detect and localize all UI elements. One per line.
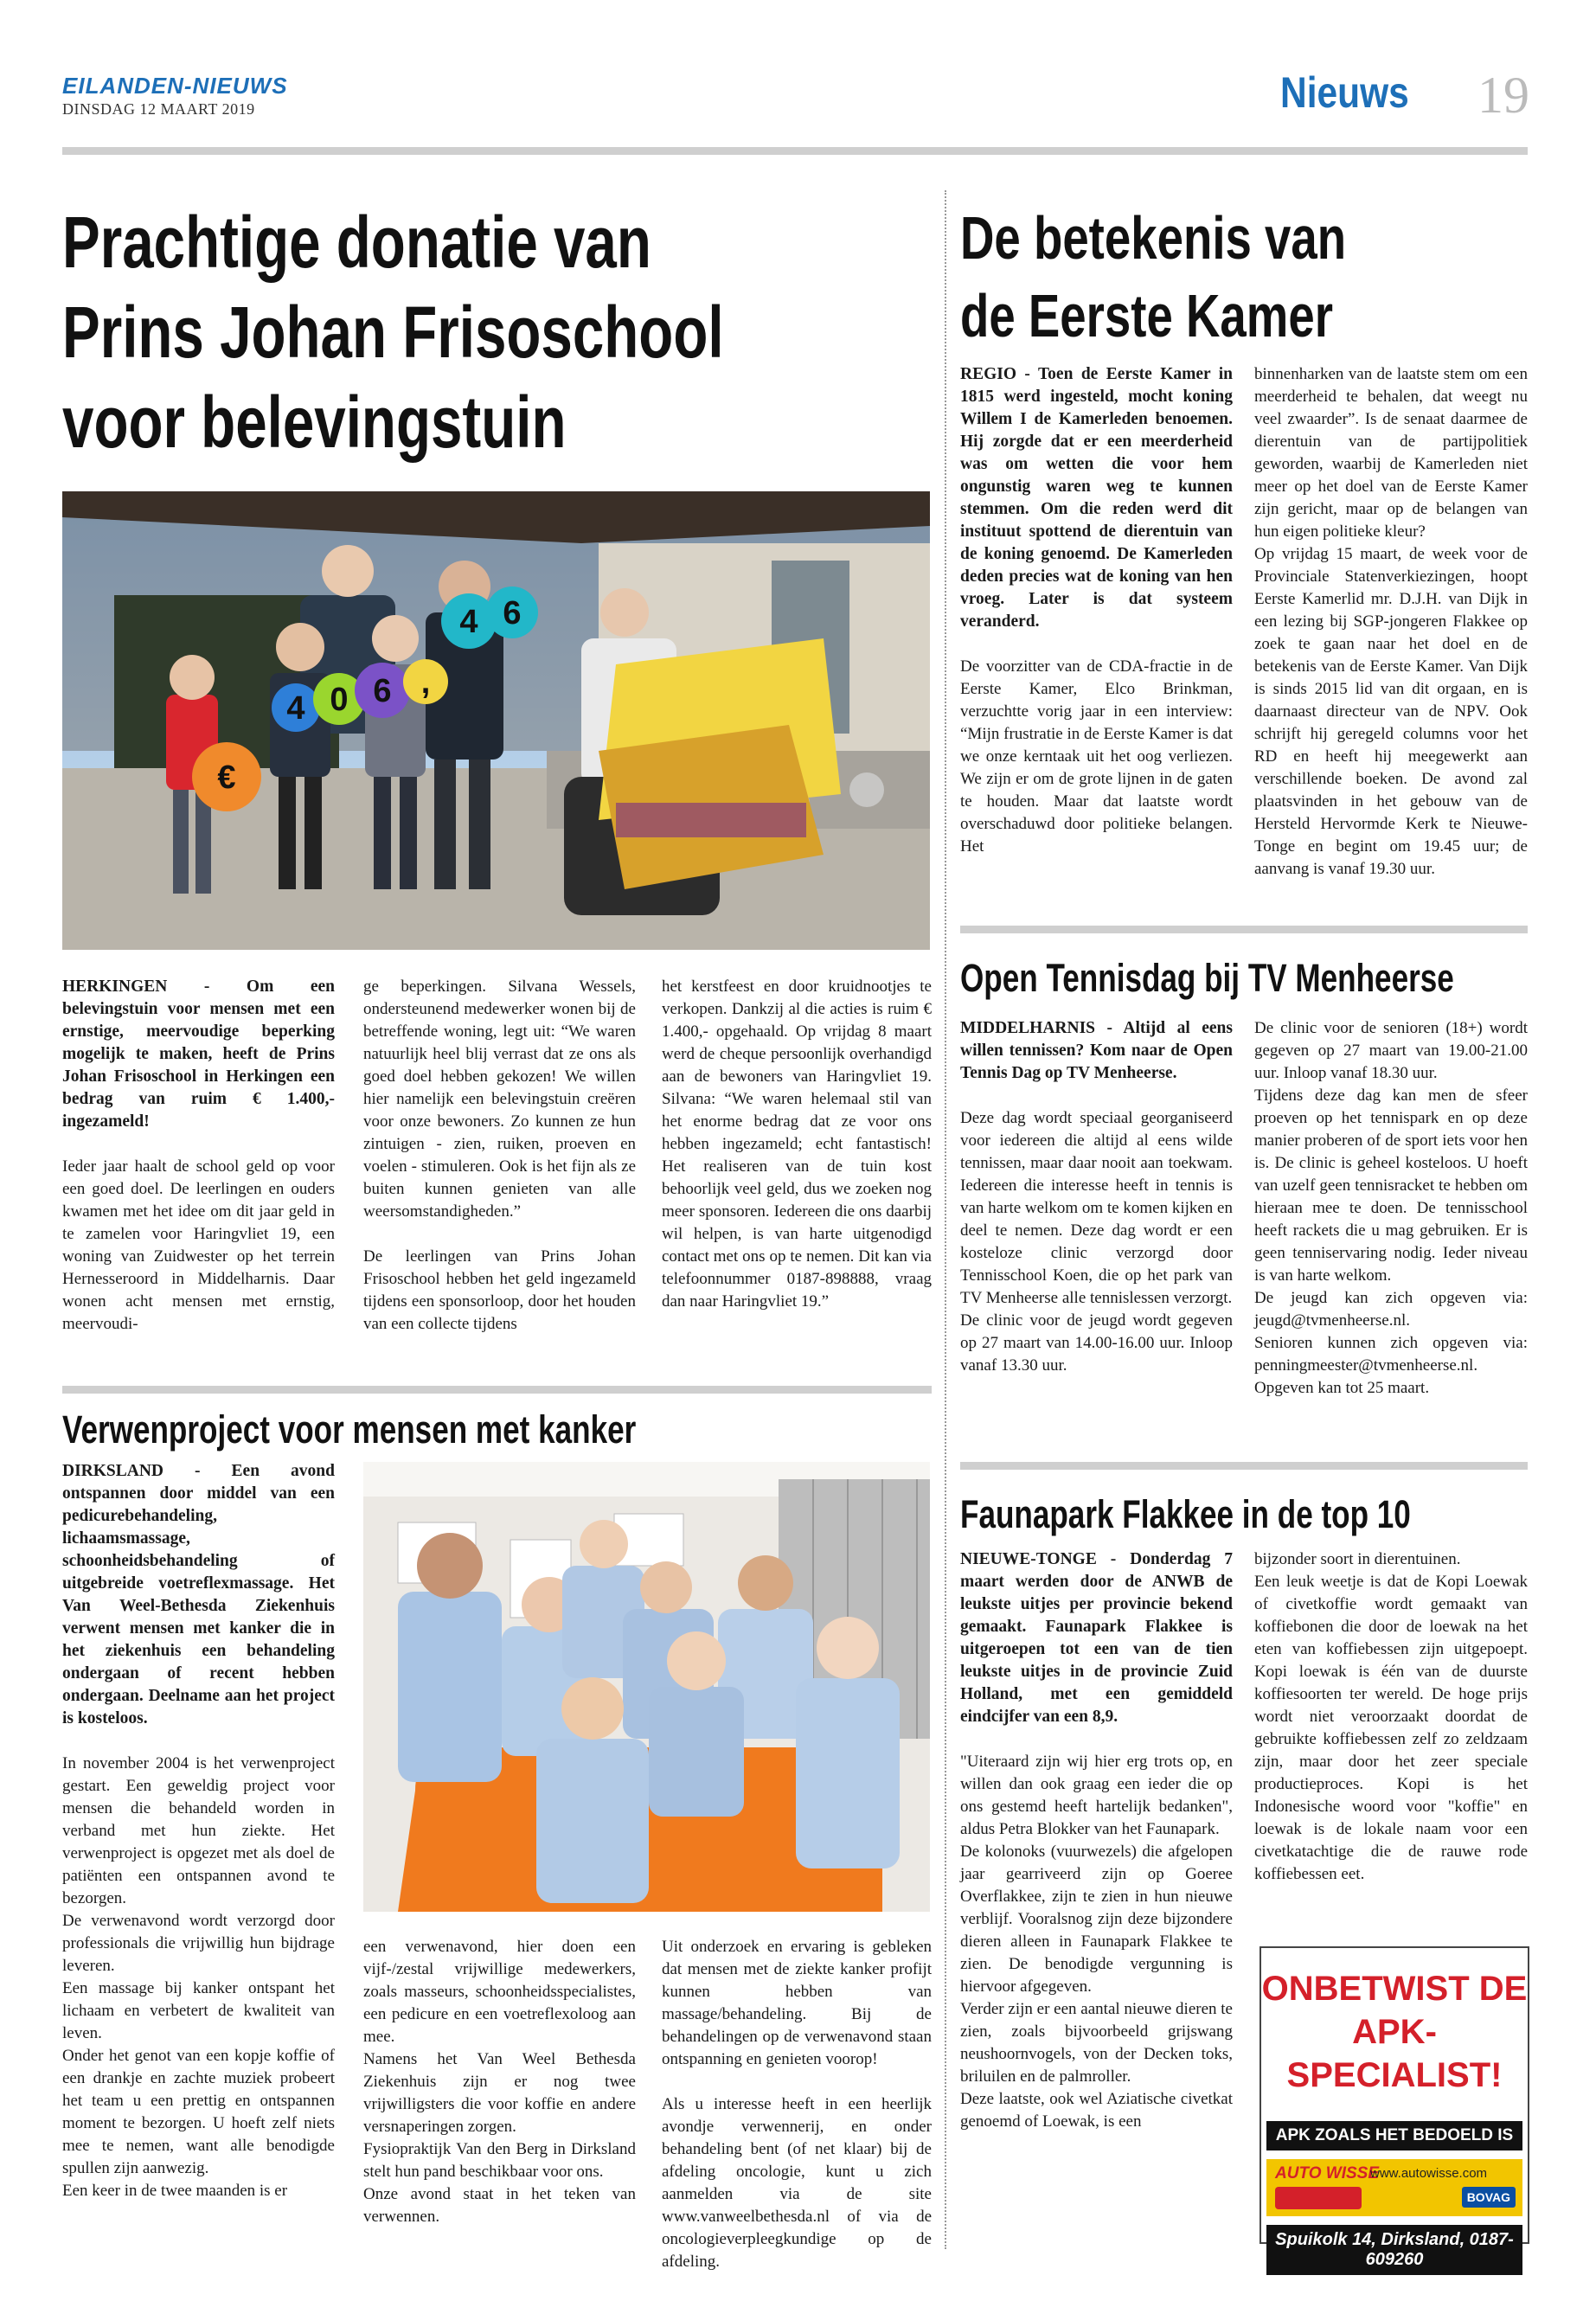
svg-text:€: € bbox=[217, 760, 236, 796]
ad-headline: ONBETWIST DE APK-SPECIALIST! bbox=[1261, 1970, 1528, 2094]
car-icon bbox=[1275, 2187, 1362, 2209]
ad-brand: AUTO WISSE bbox=[1275, 2164, 1379, 2182]
article1-col2: ge beperkingen. Silvana Wessels, ondersteunend medewerker wonen bij de betreffende woning, legt uit: “We waren natuurlijk heel blij verrast dat ze ons als goed doel hebben gekozen! We willen hier namelijk een belevingstuin creëren voor onze bewoners. Zo kunnen ze hun zintuigen - zien, ruiken, proeven en voelen - stimuleren. Ook is het fijn als ze buiten kunnen genieten van alle weersomstandigheden.” De leerlingen van Prins Johan Frisoschool hebben het geld ingezameld tijdens een sponsorloop, door het houden van een collecte tijdens bbox=[363, 977, 636, 1333]
page-number: 19 bbox=[1477, 67, 1529, 124]
svg-text:4: 4 bbox=[459, 604, 478, 640]
ad-logo-strip bbox=[1266, 2159, 1522, 2216]
article1-col1 bbox=[62, 976, 335, 1336]
ad-website[interactable]: www.autowisse.com bbox=[1370, 2166, 1488, 2181]
column-divider bbox=[945, 190, 946, 2249]
svg-text:4: 4 bbox=[286, 690, 305, 727]
article3-col1: REGIO - Toen de Eerste Kamer in 1815 werd ingesteld, mocht koning Willem I de Kamerleden benoemen. Hij zorgde dat er een meerderheid was om wetten die voor hem ongunstig waren weg te kunnen stemmen. Om die reden werd dit instituut spottend de dierentuin van de koning genoemd. De Kamerleden deden precies wat de koning van hen vroeg. Later is dat systeem veranderd. De voorzitter van de CDA-fractie in de Eerste Kamer, Elco Brinkman, verzuchtte vorig jaar in een interview: “Mijn frustratie in de Eerste Kamer is dat we onze kerntaak uit het oog verliezen. We zijn er om de grote lijnen in de gaten te houden. Maar dat laatste wordt overschaduwd door politieke belangen. Het bbox=[960, 365, 1233, 856]
svg-text:6: 6 bbox=[503, 595, 522, 631]
svg-text:6: 6 bbox=[373, 673, 392, 709]
article5-col2: bijzonder soort in dierentuinen. Een leuk weetje is dat de Kopi Loewak of civetkoffie wordt gemaakt van koffiebonen die door de loewak na het eten van koffiebessen zijn uitgepoept. Kopi loewak is één van de duurste koffiesoorten ter wereld. De hoge prijs wordt niet veroorzaakt doordat de gebruikte koffiebessen zelf zo zeldzaam zijn, maar door het zeer speciale productieproces. Kopi is het Indonesische woord voor "koffie" en loewak is de lokale naam voor een civetkatachtige die de rauwe rode koffiebessen eet. bbox=[1254, 1550, 1528, 1883]
article3-col2: binnenharken van de laatste stem om een meerderheid te behalen, dat weegt nu veel zwaarder”. Is de senaat daarmee de dierentuin van de partijpolitiek geworden, waarbij de Kamerleden niet meer op het doel van de Eerste Kamer zijn gericht, maar op de belangen van hun eigen politieke kleur? Op vrijdag 15 maart, de week voor de Provinciale Statenverkiezingen, hoopt Eerste Kamerlid mr. D.J.H. van Dijk in een lezing bij SGP-jongeren Flakkee op zoek te gaan naar het doel en de betekenis van de Eerste Kamer. Van Dijk is sinds 2015 lid van dit orgaan, en is daarnaast directeur van de NPV. Ook schrijft hij geregeld columns voor het RD en heeft hij meegewerkt aan verschillende boeken. De avond zal plaatsvinden in het gebouw van de Hersteld Hervormde Kerk te Nieuwe-Tonge en begint om 19.45 uur; de aanvang is vanaf 19.30 uur. bbox=[1254, 365, 1528, 878]
section-title: Nieuws bbox=[1280, 68, 1409, 117]
article1-col3: het kerstfeest en door kruidnootjes te verkopen. Dankzij al die acties is ruim € 1.400,- opgehaald. Op vrijdag 8 maart werd de cheque persoonlijk overhandigd aan de bewoners van Haringvliet 19. Silvana: “We waren helemaal stil van het enorme bedrag dat ze voor ons hebben ingezameld; echt fantastisch! Het realiseren van de tuin kost behoorlijk veel geld, dus we zoeken nog meer sponsoren. Iedereen die ons daarbij wil helpen, is van harte uitgenodigd contact met ons op te nemen. Dit kan via telefoonnummer 0187-898888, vraag dan naar Haringvliet 19.” bbox=[662, 977, 932, 1311]
article5-headline: Faunapark Flakkee in de top 10 bbox=[960, 1492, 1411, 1536]
bovag-badge: BOVAG bbox=[1462, 2187, 1516, 2208]
article1-lead: HERKINGEN - Om een belevingstuin voor mensen met een ernstige, meervoudige beperking mogelijk te maken, heeft de Prins Johan Frisoschool in Herkingen een bedrag van ruim € 1.400,- ingezameld! bbox=[62, 977, 335, 1131]
article1-body: Ieder jaar haalt de school geld op voor een goed doel. De leerlingen en ouders kwamen met het idee om dit jaar geld in te zamelen voor Haringvliet 19, een woning van Zuidwester op het terrein Hernesseroord in Middelharnis. Daar wonen acht mensen met ernstig, meervoudi- bbox=[62, 1157, 335, 1333]
svg-text:0: 0 bbox=[330, 682, 349, 718]
article2-col2: een verwenavond, hier doen een vijf-/zestal vrijwillige medewerkers, zoals masseurs, schoonheidsspecialistes, een pedicure en een voetreflexoloog aan mee. Namens het Van Weel Bethesda Ziekenhuis zijn er nog twee vrijwilligsters die voor koffie en andere versnaperingen zorgen. Fysiopraktijk Van den Berg in Dirksland stelt hun pand beschikbaar voor ons. Onze avond staat in het teken van verwennen. bbox=[363, 1938, 636, 2226]
article2-col3: Uit onderzoek en ervaring is gebleken dat mensen met de ziekte kanker profijt kunnen hebben van massage/behandeling. Bij de behandelingen op de verwenavond staan ontspanning en genieten voorop! Als u interesse heeft in een heerlijk avondje verwennerij, en onder behandeling bent (of net klaar) bij de afdeling oncologie, kunt u zich aanmelden via de site www.vanweelbethesda.nl of via de oncologieverpleegkundige op de afdeling. bbox=[662, 1938, 932, 2271]
article1-headline: Prachtige donatie van Prins Johan Frisoschool voor belevingstuin bbox=[62, 202, 724, 463]
ad-address: Spuikolk 14, Dirksland, 0187-609260 bbox=[1266, 2225, 1522, 2275]
svg-text:,: , bbox=[420, 664, 431, 701]
article2-headline: Verwenproject voor mensen met kanker bbox=[62, 1407, 637, 1452]
article3-headline: De betekenis van de Eerste Kamer bbox=[960, 204, 1347, 349]
article2-photo bbox=[363, 1462, 930, 1912]
article5-col1: NIEUWE-TONGE - Donderdag 7 maart werden door de ANWB de leukste uitjes per provincie bekend gemaakt. Faunapark Flakkee is uitgeroepen tot een van de tien leukste uitjes in de provincie Zuid Holland, met een gemiddeld eindcijfer van een 8,9. "Uiteraard zijn wij hier erg trots op, en willen dan ook graag een ieder die op ons gestemd heeft hartelijk bedanken", aldus Petra Blokker van het Faunapark. De kolonoks (vuurwezels) die afgelopen jaar gearriveerd zijn op Goeree Overflakkee, zijn te zien in hun nieuwe verblijf. Vooralsnog zijn deze bijzondere dieren alleen in Faunapark Flakkee te zien. De benodigde vergunning is hiervoor afgegeven. Verder zijn er een aantal nieuwe dieren te zien, zoals bijvoorbeeld grijswang neushoornvogels, von der Decken toks, briluilen en de palmroller. Deze laatste, ook wel Aziatische civetkat genoemd of Loewak, is een bbox=[960, 1550, 1233, 2131]
article2-rule bbox=[62, 1386, 932, 1394]
masthead: EILANDEN-NIEUWS bbox=[62, 73, 288, 99]
article1-photo bbox=[62, 491, 930, 950]
article4-rule bbox=[960, 926, 1528, 933]
ad-slogan: APK ZOALS HET BEDOELD IS bbox=[1266, 2121, 1522, 2150]
header-rule bbox=[62, 147, 1528, 155]
article4-headline: Open Tennisdag bij TV Menheerse bbox=[960, 956, 1454, 1000]
article4-col1: MIDDELHARNIS - Altijd al eens willen tennissen? Kom naar de Open Tennis Dag op TV Menheerse. Deze dag wordt speciaal georganiseerd voor iedereen die altijd al eens wilde tennissen, maar daar nooit aan toekwam. Iedereen die interesse heeft in tennis is van harte welkom om te komen kijken en deel te nemen. Deze dag wordt er een kosteloze clinic verzorgd door Tennisschool Koen, die op het park van TV Menheerse alle tennislessen verzorgt. De clinic voor de jeugd wordt gegeven op 27 maart van 14.00-16.00 uur. Inloop vanaf 13.30 uur. bbox=[960, 1019, 1233, 1375]
auto-wisse-advert[interactable] bbox=[1259, 1946, 1529, 2269]
article5-rule bbox=[960, 1462, 1528, 1470]
volunteers-photo bbox=[363, 1462, 930, 1912]
school-children-photo bbox=[62, 491, 930, 950]
issue-date: DINSDAG 12 MAART 2019 bbox=[62, 100, 255, 118]
article2-col1: DIRKSLAND - Een avond ontspannen door middel van een pedicurebehandeling, lichaamsmassage, schoonheidsbehandeling of uitgebreide voetreflexmassage. Het Van Weel-Bethesda Ziekenhuis verwent mensen met kanker die in het ziekenhuis een behandeling ondergaan of recent hebben ondergaan. Deelname aan het project is kosteloos. In november 2004 is het verwenproject gestart. Een geweldig project voor mensen die behandeld worden in verband met hun ziekte. Het verwenproject is opgezet met als doel de patiënten een ontspannen avond te bezorgen. De verwenavond wordt verzorgd door professionals die vrijwillig hun bijdrage leveren. Een massage bij kanker ontspant het lichaam en verbetert de kwaliteit van leven. Onder het genot van een kopje koffie of een drankje en zachte muziek probeert het team u een prettig en ontspannen moment te bezorgen. U hoeft zelf niets mee te nemen, want alle benodigde spullen zijn aanwezig. Een keer in de twee maanden is er bbox=[62, 1462, 335, 2200]
article4-col2: De clinic voor de senioren (18+) wordt gegeven op 27 maart van 19.00-21.00 uur. Inloop vanaf 18.30 uur. Tijdens deze dag kan men de sfeer proeven op het tennispark en op deze manier proberen of de sport iets voor hen is. De clinic is geheel kosteloos. U hoeft van uzelf geen tennisracket te hebben om hieraan mee te doen. De tennisschool heeft rackets die u mag gebruiken. Er is geen tenniservaring nodig. Ieder niveau is van harte welkom. De jeugd kan zich opgeven via: jeugd@tvmenheerse.nl. Senioren kunnen zich opgeven via: penningmeester@tvmenheerse.nl. Opgeven kan tot 25 maart. bbox=[1254, 1019, 1528, 1397]
